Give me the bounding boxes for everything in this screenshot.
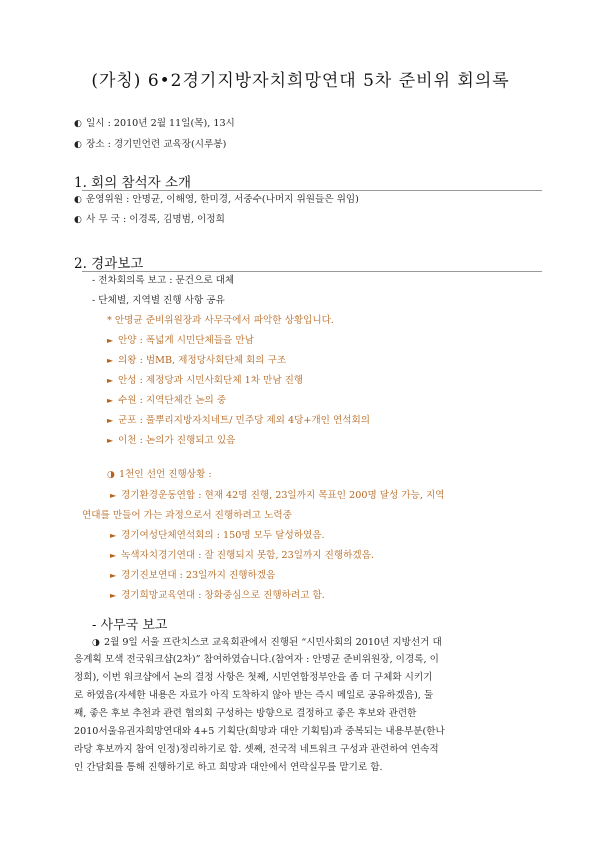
declaration-heading: 1천인 선언 진행상황 : (119, 469, 212, 480)
office-report-heading: - 사무국 보고 (92, 618, 168, 633)
triangle-bullet-icon: ► (107, 376, 114, 385)
region-text: 의왕 : 범MB, 제정당사회단체 회의 구조 (118, 355, 287, 366)
office-report-text: 2월 9일 서울 프란치스코 교육회관에서 진행된 “시민사회의 2010년 지방선거 대 (104, 637, 442, 648)
status-note: * 안명균 준비위원장과 사무국에서 파악한 상황입니다. (107, 315, 334, 326)
office-report-line: 라당 후보까지 참여 인정)정리하기로 함. 셋째, 전국적 네트워크 구성과 관련하여 연속적 (74, 744, 439, 755)
section-1-divider (82, 190, 542, 191)
meta-place-line (74, 139, 226, 151)
declaration-text: 경기환경운동연합 : 현재 42명 진행, 23일까지 목표인 200명 달성 가능, 지역 (121, 490, 445, 501)
committee-members: 운영위원 : 안명균, 이해영, 한미경, 서중수(나머지 위원들은 위임) (86, 194, 359, 205)
regional-progress-item: - 단체별, 지역별 진행 사항 공유 (92, 295, 225, 306)
triangle-bullet-icon: ► (107, 416, 114, 425)
half-circle-bullet-icon: ◐ (74, 119, 82, 129)
triangle-bullet-icon: ► (107, 436, 114, 445)
office-report-line (92, 637, 442, 649)
region-item (107, 375, 303, 387)
region-text: 이천 : 논의가 진행되고 있음 (118, 435, 236, 446)
region-text: 안성 : 제정당과 시민사회단체 1차 만남 진행 (118, 375, 304, 386)
office-report-line: 로 하였음(자세한 내용은 자료가 아직 도착하지 않아 받는 즉시 메일로 공유하겠음), 둘 (74, 690, 434, 701)
declaration-text: 경기희망교육연대 : 창화중심으로 진행하려고 함. (121, 590, 325, 601)
section-2-divider (82, 271, 542, 272)
half-circle-bullet-icon: ◑ (92, 638, 100, 648)
office-report-line: 인 간담회를 통해 진행하기로 하고 희망과 대안에서 연락실무를 맡기로 함. (74, 762, 383, 773)
triangle-bullet-icon: ► (107, 356, 114, 365)
half-circle-bullet-icon: ◐ (74, 195, 82, 205)
section-2-heading: 2. 경과보고 (74, 256, 144, 272)
declaration-heading-line (107, 469, 212, 481)
committee-line (74, 194, 359, 206)
triangle-bullet-icon: ► (110, 531, 117, 540)
declaration-item (110, 530, 325, 542)
office-members: 사 무 국 : 이경록, 김명범, 이정희 (86, 214, 225, 225)
declaration-item (110, 590, 325, 602)
region-text: 안양 : 폭넓게 시민단체들을 만남 (118, 335, 254, 346)
declaration-text-continued: 연대를 만들어 가는 과정으로서 진행하려고 노력중 (82, 510, 292, 521)
declaration-item (110, 550, 374, 562)
office-report-line: 째, 좋은 후보 추천과 관련 협의회 구성하는 방향으로 결정하고 좋은 후보와 관련한 (74, 708, 417, 719)
declaration-text: 경기진보연대 : 23일까지 진행하겠음 (121, 570, 276, 581)
region-item (107, 395, 226, 407)
triangle-bullet-icon: ► (107, 396, 114, 405)
office-report-line: 2010서울유권자희망연대와 4+5 기획단(희망과 대안 기획팀)과 중복되는 내용부분(한나 (74, 726, 445, 737)
triangle-bullet-icon: ► (110, 551, 117, 560)
meta-place: 장소 : 경기민언련 교육장(시루봉) (86, 139, 227, 150)
declaration-text: 녹색자치경기연대 : 잘 진행되지 못함, 23일까지 진행하겠음. (121, 550, 374, 561)
triangle-bullet-icon: ► (110, 571, 117, 580)
declaration-item (110, 570, 275, 582)
meta-date: 일시 : 2010년 2월 11일(목), 13시 (86, 118, 235, 129)
half-circle-bullet-icon: ◐ (74, 215, 82, 225)
meta-date-line (74, 118, 235, 130)
region-text: 군포 : 풀뿌리지방자치네트/ 민주당 제외 4당+개인 연석회의 (118, 415, 371, 426)
region-item (107, 435, 235, 447)
region-text: 수원 : 지역단체간 논의 중 (118, 395, 227, 406)
declaration-item (110, 490, 445, 502)
previous-minutes-item: - 전차회의록 보고 : 문건으로 대체 (92, 275, 235, 286)
declaration-text: 경기여성단체연석회의 : 150명 모두 달성하였음. (121, 530, 325, 541)
triangle-bullet-icon: ► (110, 491, 117, 500)
section-1-heading: 1. 회의 참석자 소개 (74, 175, 192, 191)
office-report-line: 응계획 모색 전국워크샵(2차)” 참여하였습니다.(참여자 : 안명균 준비위원장, 이경록, 이 (74, 654, 439, 665)
office-line (74, 214, 225, 226)
region-item (107, 355, 286, 367)
triangle-bullet-icon: ► (107, 336, 114, 345)
page-title: (가칭) 6•2경기지방자치희망연대 5차 준비위 회의록 (91, 71, 510, 91)
office-report-line: 정희), 이번 워크샵에서 논의 결정 사항은 첫째, 시민연합정부안을 좀 더 구체화 시키기 (74, 672, 433, 683)
region-item (107, 415, 370, 427)
half-circle-bullet-icon: ◐ (74, 140, 82, 150)
triangle-bullet-icon: ► (110, 591, 117, 600)
half-circle-bullet-icon: ◑ (107, 470, 115, 480)
region-item (107, 335, 254, 347)
